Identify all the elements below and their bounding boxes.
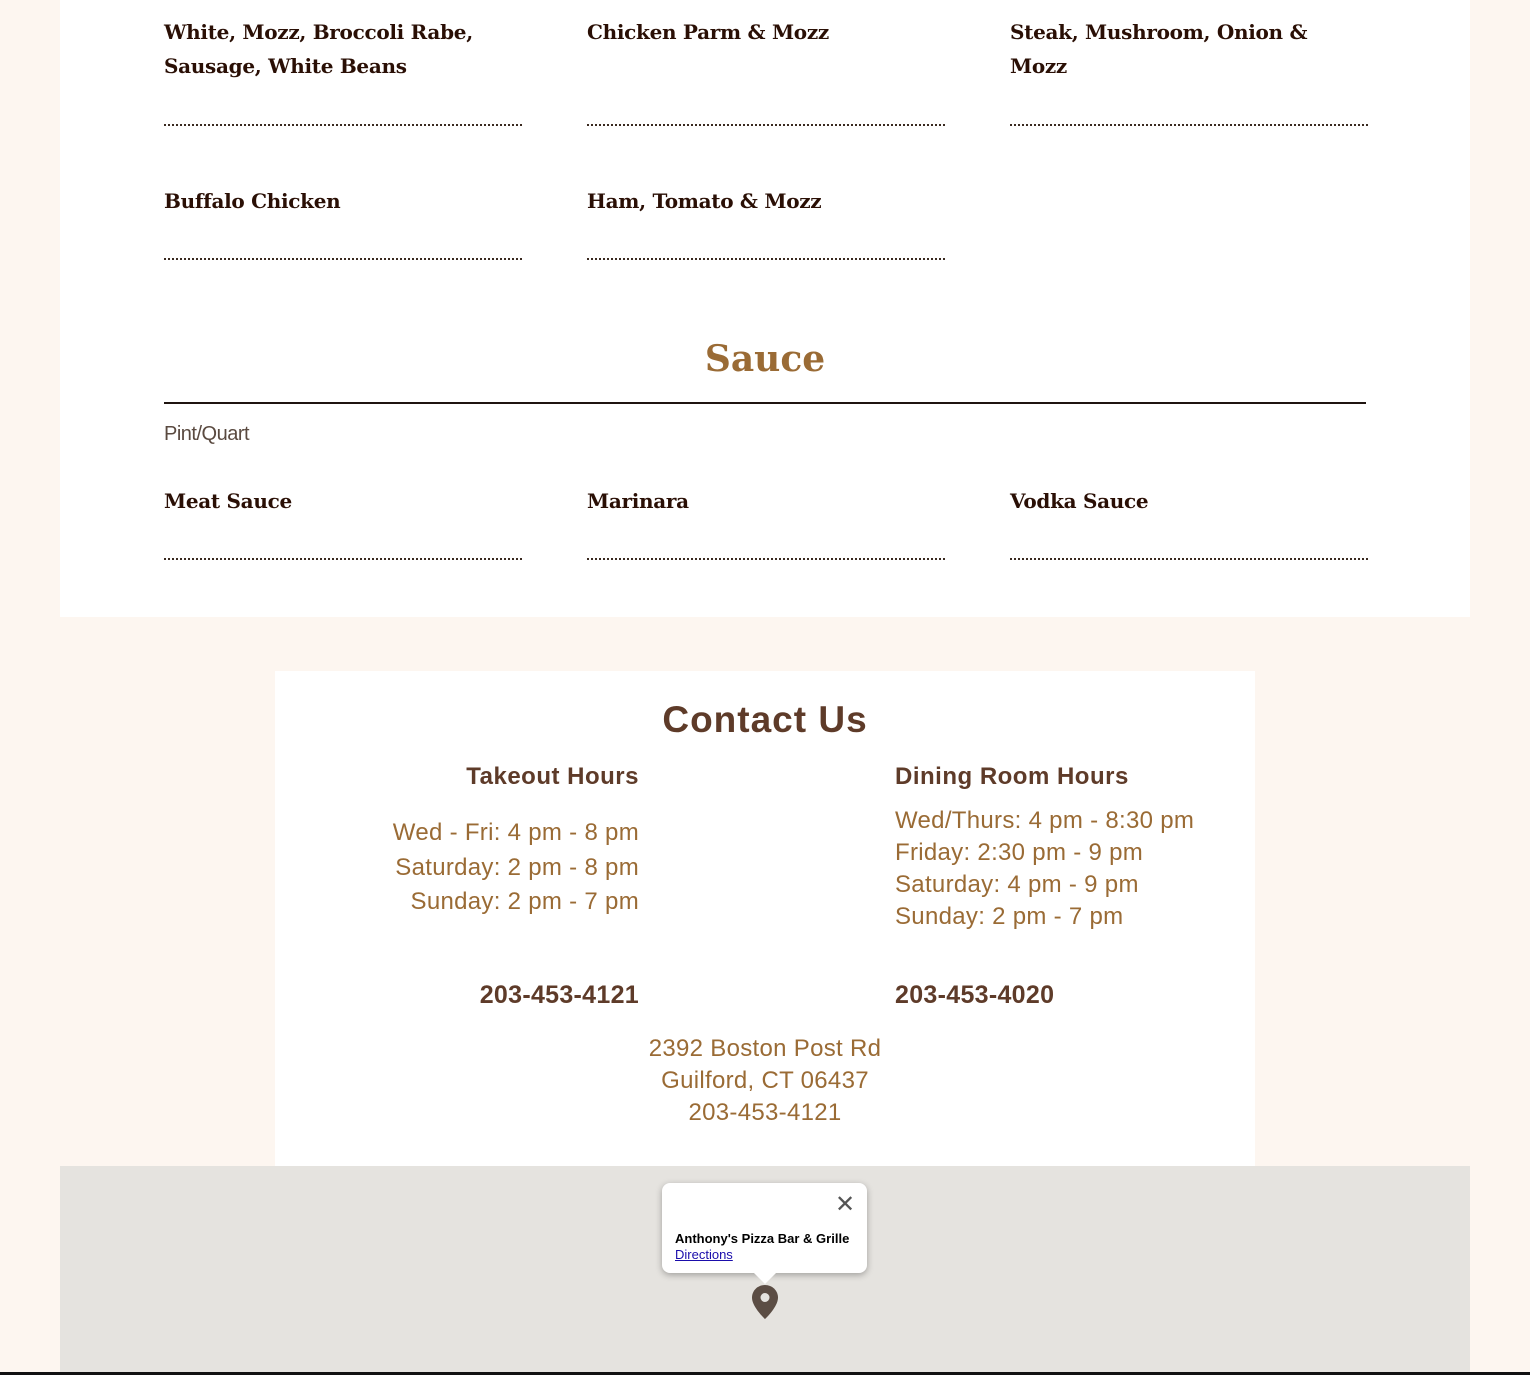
menu-item-name: White, Mozz, Broccoli Rabe, Sausage, White Beans	[164, 20, 473, 78]
menu-item	[1010, 484, 1368, 518]
hours-line: Wed/Thurs: 4 pm - 8:30 pm	[895, 807, 1195, 834]
menu-item	[164, 15, 522, 83]
price-leader	[587, 558, 945, 560]
contact-section	[275, 671, 1255, 1166]
price-leader	[164, 124, 522, 126]
menu-item	[164, 484, 522, 518]
menu-item	[164, 184, 522, 218]
close-icon[interactable]: ✕	[834, 1191, 856, 1218]
dining-hours-heading: Dining Room Hours	[895, 763, 1129, 790]
takeout-hours-list	[275, 816, 639, 920]
map-pin-icon[interactable]	[752, 1285, 778, 1324]
address-block	[275, 1033, 1255, 1129]
dining-hours-list	[895, 805, 1255, 933]
menu-item-name: Vodka Sauce	[1010, 489, 1149, 513]
contact-title: Contact Us	[662, 699, 868, 740]
takeout-hours-heading: Takeout Hours	[466, 763, 639, 790]
menu-item	[587, 484, 945, 518]
map-embed[interactable]	[60, 1166, 1470, 1375]
menu-panel	[60, 0, 1470, 617]
menu-item-name: Steak, Mushroom, Onion & Mozz	[1010, 20, 1308, 78]
price-leader	[1010, 558, 1368, 560]
menu-item-name: Buffalo Chicken	[164, 189, 341, 213]
price-leader	[164, 558, 522, 560]
menu-item	[1010, 15, 1368, 83]
hours-line: Saturday: 2 pm - 8 pm	[395, 853, 639, 881]
address-phone[interactable]: 203-453-4121	[688, 1099, 842, 1126]
section-title: Sauce	[704, 338, 826, 380]
menu-item	[587, 15, 945, 49]
hours-line: Friday: 2:30 pm - 9 pm	[895, 839, 1144, 866]
section-divider	[164, 402, 1366, 404]
menu-item	[587, 184, 945, 218]
menu-item-name: Chicken Parm & Mozz	[587, 20, 829, 44]
map-info-window	[662, 1183, 867, 1273]
place-name: Anthony's Pizza Bar & Grille	[675, 1231, 850, 1246]
menu-item-name: Marinara	[587, 489, 689, 513]
dining-phone-link[interactable]: 203-453-4020	[895, 981, 1055, 1009]
hours-line: Sunday: 2 pm - 7 pm	[410, 888, 639, 915]
price-leader	[164, 258, 522, 260]
info-window-tail	[753, 1272, 777, 1284]
directions-link[interactable]: Directions	[675, 1247, 733, 1262]
hours-line: Wed - Fri: 4 pm - 8 pm	[392, 819, 639, 846]
section-subtitle: Pint/Quart	[164, 423, 250, 445]
address-street: 2392 Boston Post Rd	[648, 1035, 882, 1062]
menu-item-name: Ham, Tomato & Mozz	[587, 189, 822, 213]
address-city: Guilford, CT 06437	[661, 1067, 869, 1094]
price-leader	[587, 258, 945, 260]
price-leader	[1010, 124, 1368, 126]
hours-line: Saturday: 4 pm - 9 pm	[895, 871, 1139, 898]
menu-item-name: Meat Sauce	[164, 489, 292, 513]
takeout-phone-link[interactable]: 203-453-4121	[479, 981, 639, 1009]
hours-line: Sunday: 2 pm - 7 pm	[895, 903, 1124, 930]
price-leader	[587, 124, 945, 126]
